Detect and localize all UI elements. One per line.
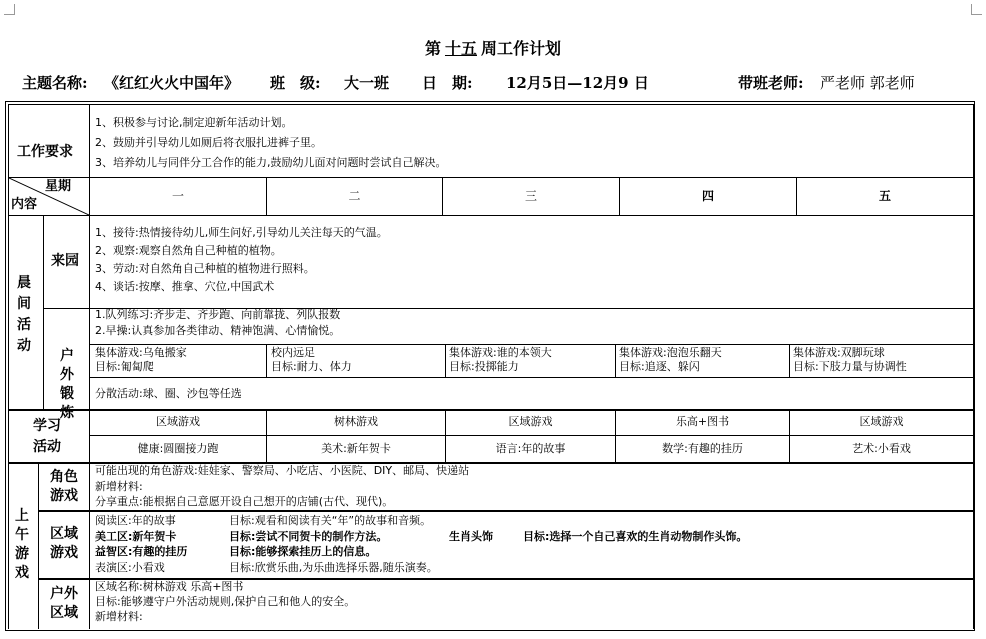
weekday-header-tue: 二 xyxy=(348,189,361,203)
theme-value: 《红红火火中国年》 xyxy=(104,74,240,92)
arrival-item: 2、观察:观察自然角自己种植的植物。 xyxy=(95,244,282,257)
learning-label-line1: 学习 xyxy=(33,418,61,434)
art-zone: 美工区:新年贺卡 xyxy=(95,530,177,543)
work-requirements-label: 工作要求 xyxy=(17,144,73,160)
outdoor-area-line: 目标:能够遵守户外活动规则,保护自己和他人的安全。 xyxy=(95,595,356,608)
theme-label: 主题名称: xyxy=(22,74,88,92)
am-games-label: 上午游戏 xyxy=(15,508,29,581)
learning-activity-thu: 数学:有趣的挂历 xyxy=(662,442,743,455)
learning-label-line2: 活动 xyxy=(33,439,61,455)
game-name-mon: 集体游戏:乌龟搬家 xyxy=(95,346,187,359)
scattered-activity: 分散活动:球、圈、沙包等任选 xyxy=(95,387,242,400)
page-corner-mark xyxy=(4,4,15,15)
perform-goal: 目标:欣赏乐曲,为乐曲选择乐器,随乐演奏。 xyxy=(229,561,438,574)
puzzle-goal: 目标:能够探索挂历上的信息。 xyxy=(229,545,377,558)
title-prefix: 第 xyxy=(424,39,441,58)
arrival-item: 1、接待:热情接待幼儿,师生问好,引导幼儿关注每天的气温。 xyxy=(95,226,388,239)
puzzle-zone: 益智区:有趣的挂历 xyxy=(95,545,188,558)
page-corner-mark xyxy=(971,4,982,15)
arrival-item: 4、谈话:按摩、推拿、穴位,中国武术 xyxy=(95,280,275,293)
outdoor-item: 1.队列练习:齐步走、齐步跑、向前靠拢、列队报数 xyxy=(95,308,341,321)
outdoor-area-label: 户外区域 xyxy=(50,586,78,621)
outdoor-area-line: 区域名称:树林游戏 乐高+图书 xyxy=(95,580,244,593)
role-play-line: 分享重点:能根据自己意愿开设自己想开的店铺(古代、现代)。 xyxy=(95,495,394,508)
game-goal-fri: 目标:下肢力量与协调性 xyxy=(793,360,907,373)
art-goal: 目标:尝试不同贺卡的制作方法。 xyxy=(229,530,388,543)
arrival-item: 3、劳动:对自然角自己种植的植物进行照料。 xyxy=(95,262,315,275)
game-goal-tue: 目标:耐力、体力 xyxy=(271,360,352,373)
area-games-label: 区域游戏 xyxy=(50,526,78,561)
weekday-header-fri: 五 xyxy=(878,189,891,203)
learning-activity-tue: 美术:新年贺卡 xyxy=(321,442,391,455)
game-goal-mon: 目标:匍匐爬 xyxy=(95,360,154,373)
arrival-label: 来园 xyxy=(51,253,79,269)
learning-type-thu: 乐高+图书 xyxy=(675,415,730,428)
plan-info-row xyxy=(22,72,972,94)
art-goal-2: 目标:选择一个自己喜欢的生肖动物制作头饰。 xyxy=(523,530,748,543)
title-suffix: 周工作计划 xyxy=(481,39,562,58)
learning-activity-fri: 艺术:小看戏 xyxy=(852,442,911,455)
learning-activity-mon: 健康:圆圈接力跑 xyxy=(137,442,219,455)
game-name-tue: 校内远足 xyxy=(271,346,315,359)
game-name-thu: 集体游戏:泡泡乐翻天 xyxy=(619,346,722,359)
teacher-label: 带班老师: xyxy=(738,74,804,92)
perform-zone: 表演区:小看戏 xyxy=(95,561,165,574)
game-goal-wed: 目标:投掷能力 xyxy=(449,360,519,373)
game-name-fri: 集体游戏:双脚玩球 xyxy=(793,346,885,359)
title-week-number: 十五 xyxy=(444,39,477,58)
weekday-header-wed: 三 xyxy=(524,189,537,203)
reading-zone: 阅读区:年的故事 xyxy=(95,514,176,527)
plan-table xyxy=(5,101,975,631)
teacher-value: 严老师 郭老师 xyxy=(820,74,915,92)
outdoor-item: 2.早操:认真参加各类律动、精神饱满、心情愉悦。 xyxy=(95,324,341,337)
outdoor-exercise-label: 户外锻炼 xyxy=(60,348,74,421)
work-requirement-item: 2、鼓励并引导幼儿如厕后将衣服扎进裤子里。 xyxy=(95,136,322,149)
reading-goal: 目标:观看和阅读有关“年”的故事和音频。 xyxy=(229,514,432,527)
role-play-line: 新增材料: xyxy=(95,480,143,493)
header-weekday-label: 星期 xyxy=(45,179,72,194)
page-title xyxy=(0,36,986,59)
morning-activities-label: 晨间活动 xyxy=(17,275,31,354)
art-zone-2: 生肖头饰 xyxy=(449,530,493,543)
date-label: 日 期: xyxy=(422,74,473,92)
outdoor-area-line: 新增材料: xyxy=(95,610,143,623)
header-content-label: 内容 xyxy=(11,197,38,212)
learning-type-mon: 区域游戏 xyxy=(156,415,200,428)
weekday-header-thu: 四 xyxy=(701,189,714,203)
learning-activity-wed: 语言:年的故事 xyxy=(495,442,566,455)
learning-type-fri: 区域游戏 xyxy=(859,415,904,428)
class-label: 班 级: xyxy=(270,74,321,92)
work-requirement-item: 1、积极参与讨论,制定迎新年活动计划。 xyxy=(95,116,293,129)
game-name-wed: 集体游戏:谁的本领大 xyxy=(449,346,552,359)
learning-type-tue: 树林游戏 xyxy=(334,415,378,428)
role-play-line: 可能出现的角色游戏:娃娃家、警察局、小吃店、小医院、DIY、邮局、快递站 xyxy=(95,464,470,477)
work-requirement-item: 3、培养幼儿与同伴分工合作的能力,鼓励幼儿面对问题时尝试自己解决。 xyxy=(95,156,447,169)
role-play-label: 角色游戏 xyxy=(50,469,78,504)
learning-type-wed: 区域游戏 xyxy=(508,415,553,428)
class-value: 大一班 xyxy=(344,74,390,92)
date-value: 12月5日—12月9 日 xyxy=(506,74,649,92)
game-goal-thu: 目标:追逐、躲闪 xyxy=(619,360,700,373)
weekday-header-mon: 一 xyxy=(171,189,184,203)
